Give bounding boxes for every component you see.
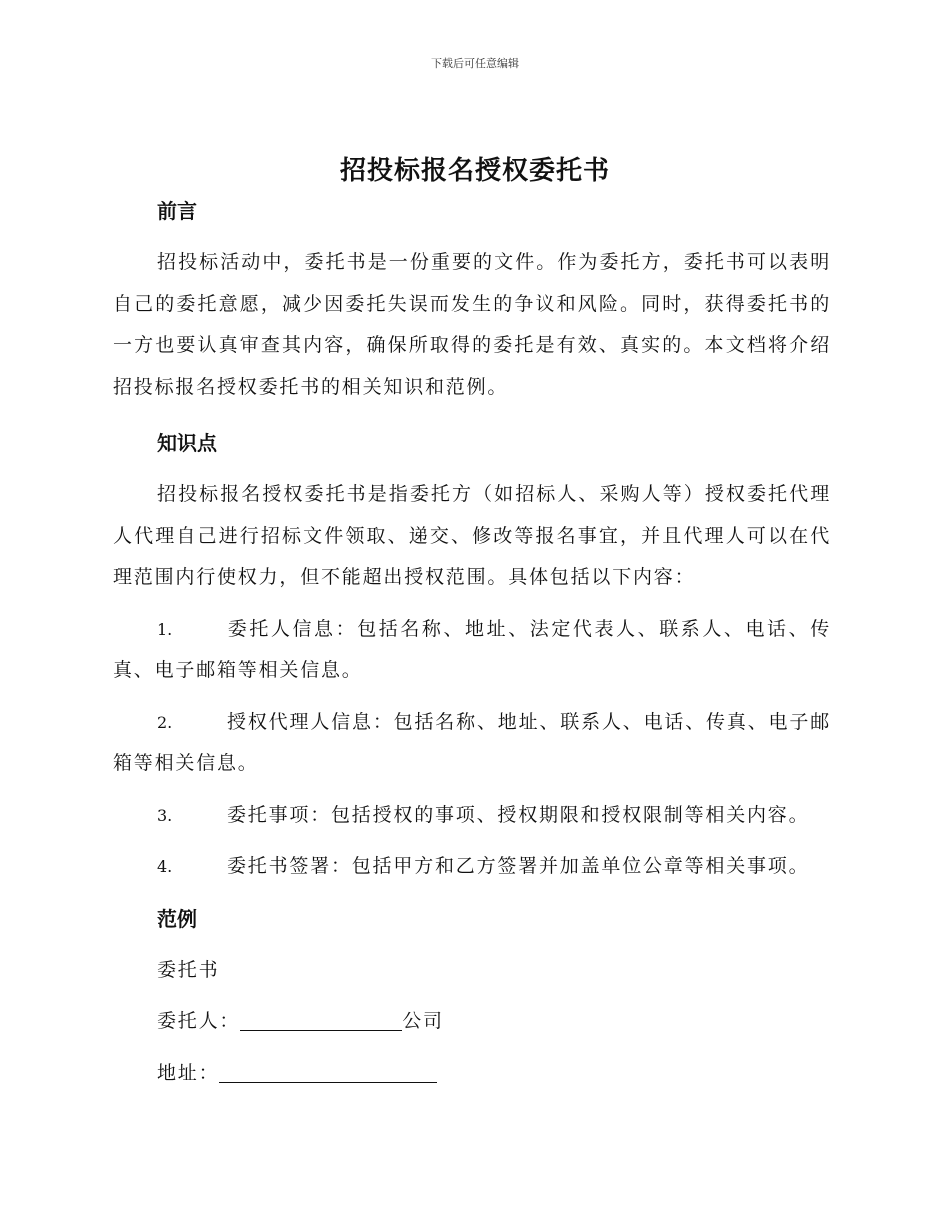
list-item-text: 委托人信息：包括名称、地址、法定代表人、联系人、电话、传真、电子邮箱等相关信息。	[113, 617, 831, 681]
principal-blank-field[interactable]	[240, 1008, 402, 1031]
list-item	[113, 795, 831, 837]
list-item-number: 3.	[157, 805, 173, 825]
header-note: 下载后可任意编辑	[431, 57, 519, 70]
preface-paragraph: 招投标活动中，委托书是一份重要的文件。作为委托方，委托书可以表明自己的委托意愿，减少因委托失误而发生的争议和风险。同时，获得委托书的一方也要认真审查其内容，确保所取得的委托是有效、真实的。本文档将介绍招投标报名授权委托书的相关知识和范例。	[113, 251, 831, 398]
principal-label: 委托人：	[157, 1010, 241, 1032]
knowledge-paragraph: 招投标报名授权委托书是指委托方（如招标人、采购人等）授权委托代理人代理自己进行招标文件领取、递交、修改等报名事宜，并且代理人可以在代理范围内行使权力，但不能超出授权范围。具体包括以下内容：	[113, 483, 831, 588]
address-line	[113, 1053, 831, 1095]
principal-line	[113, 1001, 831, 1043]
list-item-text: 委托事项：包括授权的事项、授权期限和授权限制等相关内容。	[227, 803, 810, 826]
address-blank-field[interactable]	[219, 1060, 437, 1083]
list-item-number: 1.	[157, 619, 173, 639]
principal-suffix: 公司	[402, 1010, 444, 1032]
example-doc-title: 委托书	[157, 958, 220, 981]
document-body	[113, 190, 831, 1094]
knowledge-heading: 知识点	[157, 431, 217, 455]
list-item-number: 2.	[157, 712, 173, 732]
address-label: 地址：	[157, 1061, 220, 1084]
list-item	[113, 702, 831, 785]
example-heading: 范例	[157, 906, 197, 931]
list-item-text: 授权代理人信息：包括名称、地址、联系人、电话、传真、电子邮箱等相关信息。	[113, 710, 831, 774]
list-item	[113, 609, 831, 692]
list-item	[113, 846, 831, 888]
list-item-text: 委托书签署：包括甲方和乙方签署并加盖单位公章等相关事项。	[227, 855, 810, 877]
preface-heading: 前言	[157, 199, 197, 223]
document-title: 招投标报名授权委托书	[339, 156, 610, 186]
list-item-number: 4.	[157, 857, 173, 876]
